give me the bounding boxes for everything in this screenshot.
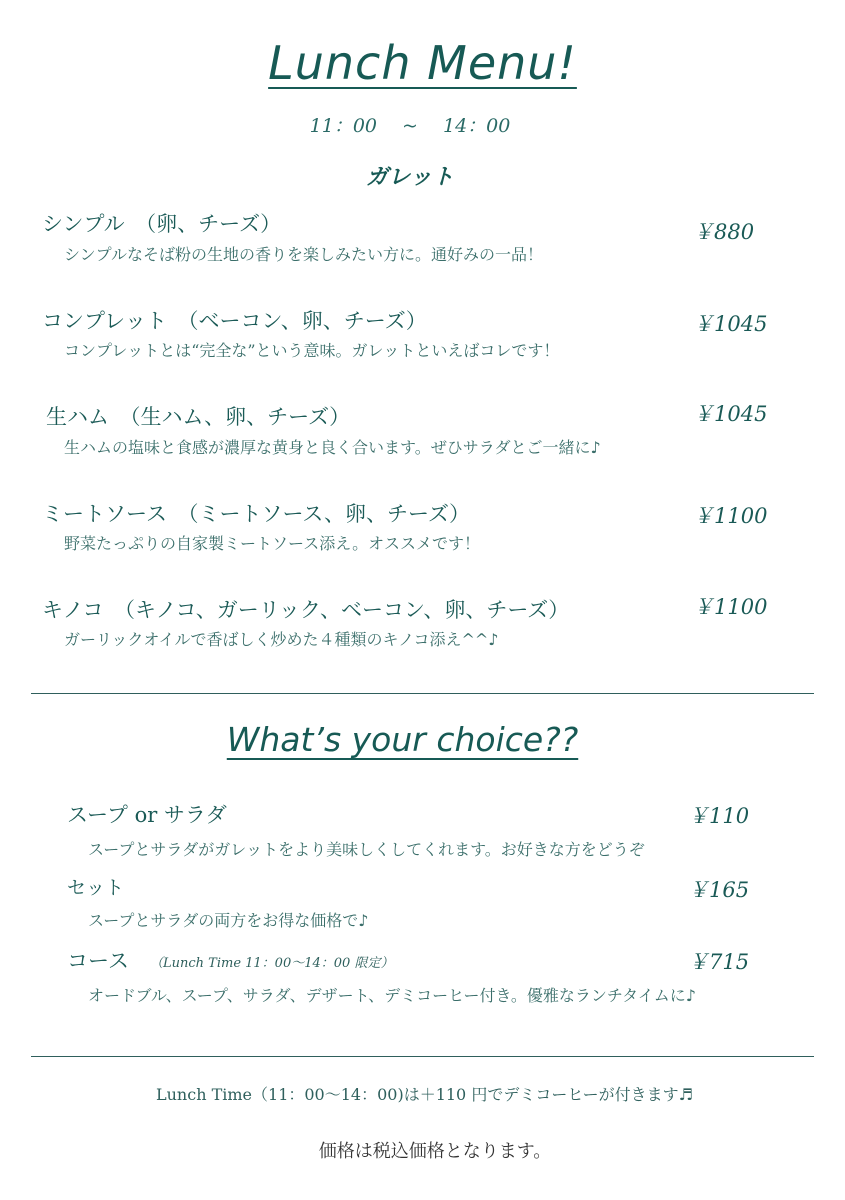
divider-top (31, 693, 814, 694)
item-price: ￥880 (693, 220, 755, 244)
choice-description: スープとサラダの両方をお得な価格で♪ (88, 911, 369, 930)
page-title: Lunch Menu! (268, 36, 577, 90)
divider-bottom (31, 1056, 814, 1057)
choice-title: What’s your choice?? (226, 720, 579, 759)
item-description: コンプレットとは“完全な”という意味。ガレットといえばコレです！ (64, 341, 560, 360)
item-price: ￥1100 (693, 504, 768, 528)
choice-description: オードブル、スープ、サラダ、デザート、デミコーヒー付き。優雅なランチタイムに♪ (88, 986, 696, 1005)
item-description: シンプルなそば粉の生地の香りを楽しみたい方に。通好みの一品！ (64, 245, 543, 264)
item-name: ミートソース （ミートソース、卵、チーズ） (42, 502, 470, 526)
choice-name: コース (67, 949, 129, 973)
choice-name: スープ or サラダ (67, 803, 227, 827)
tax-note: 価格は税込価格となります。 (318, 1141, 552, 1162)
choice-note: （Lunch Time 11：00～14：00 限定） (150, 956, 394, 971)
item-description: 野菜たっぷりの自家製ミートソース添え。オススメです！ (64, 534, 481, 553)
item-name: シンプル （卵、チーズ） (42, 212, 282, 236)
choice-price: ￥165 (688, 878, 750, 902)
item-name: 生ハム （生ハム、卵、チーズ） (46, 405, 351, 429)
lunch-hours: 11：00 ~ 14：00 (309, 115, 511, 137)
item-description: ガーリックオイルで香ばしく炒めた４種類のキノコ添え^^♪ (64, 630, 499, 649)
choice-description: スープとサラダがガレットをより美味しくしてくれます。お好きな方をどうぞ (88, 840, 645, 859)
item-price: ￥1100 (693, 595, 768, 619)
lunch-time-note: Lunch Time（11：00～14：00)は＋110 円でデミコーヒーが付きます♬ (156, 1085, 694, 1104)
choice-price: ￥110 (688, 804, 750, 828)
item-price: ￥1045 (693, 312, 768, 336)
choice-name: セット (67, 877, 125, 899)
item-price: ￥1045 (693, 402, 768, 426)
section-title-galette: ガレット (366, 165, 454, 190)
item-name: コンプレット （ベーコン、卵、チーズ） (42, 309, 427, 333)
choice-price: ￥715 (688, 950, 750, 974)
item-description: 生ハムの塩味と食感が濃厚な黄身と良く合います。ぜひサラダとご一緒に♪ (64, 438, 601, 457)
item-name: キノコ （キノコ、ガーリック、ベーコン、卵、チーズ） (42, 598, 570, 622)
